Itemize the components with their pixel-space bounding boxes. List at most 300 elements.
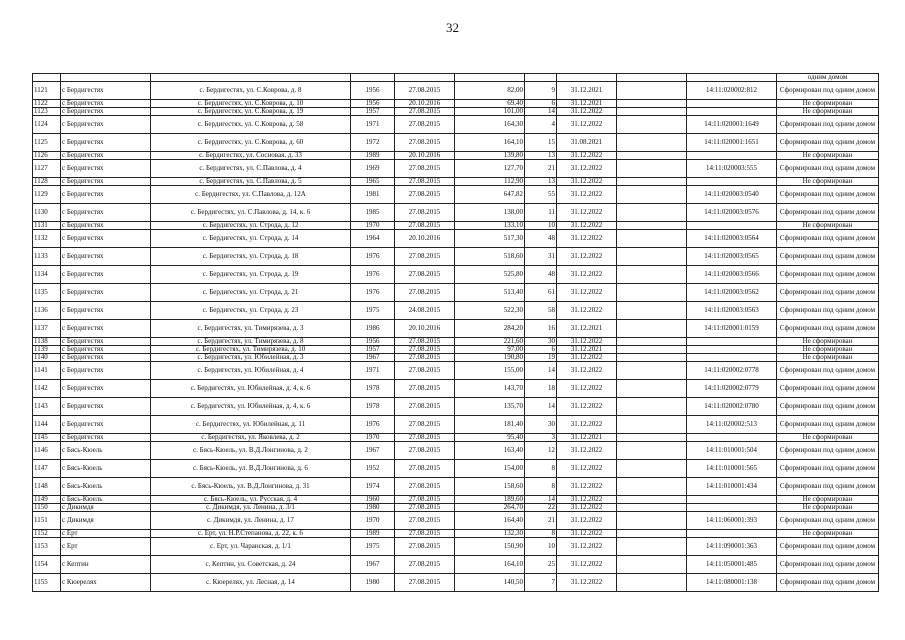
residents-cell: 16 bbox=[525, 319, 557, 337]
address-cell: с. Бердигестях, ул. Строда, д. 23 bbox=[151, 301, 351, 319]
residents-cell: 48 bbox=[525, 229, 557, 247]
housing-registry-table bbox=[32, 73, 879, 592]
address-cell: с. Бердигестях, ул. Тимирязева, д. 10 bbox=[151, 345, 351, 353]
residents-cell: 25 bbox=[525, 555, 557, 573]
blank-cell bbox=[617, 203, 687, 221]
cadastral-number-cell bbox=[687, 107, 777, 115]
date-cell: 27.08.2015 bbox=[395, 133, 455, 151]
cadastral-number-cell bbox=[687, 177, 777, 185]
row-number-cell: 1132 bbox=[33, 229, 61, 247]
blank-cell bbox=[617, 495, 687, 503]
date-cell: 27.08.2015 bbox=[395, 185, 455, 203]
area-cell: 139,80 bbox=[455, 151, 525, 159]
deadline-cell: 31.12.2022 bbox=[557, 573, 617, 591]
date-cell: 27.08.2015 bbox=[395, 177, 455, 185]
blank-cell bbox=[617, 99, 687, 107]
row-number-cell: 1131 bbox=[33, 221, 61, 229]
row-number-cell: 1126 bbox=[33, 151, 61, 159]
deadline-cell: 31.12.2022 bbox=[557, 415, 617, 433]
year-cell: 1976 bbox=[351, 415, 395, 433]
year-cell: 1956 bbox=[351, 99, 395, 107]
status-cell: одним домом bbox=[777, 74, 879, 82]
settlement-cell: с Бердигестях bbox=[61, 361, 151, 379]
settlement-cell: с Бердигестях bbox=[61, 353, 151, 361]
address-cell: с. Бясь-Кюель, ул. В.Д.Лонгинова, д. 31 bbox=[151, 477, 351, 495]
status-cell: Не сформирован bbox=[777, 503, 879, 511]
year-cell: 1952 bbox=[351, 459, 395, 477]
row-number-cell: 1153 bbox=[33, 537, 61, 555]
status-cell: Сформирован под одним домом bbox=[777, 573, 879, 591]
area-cell: 284,20 bbox=[455, 319, 525, 337]
settlement-cell: с Бердигестях bbox=[61, 397, 151, 415]
residents-cell: 18 bbox=[525, 379, 557, 397]
date-cell: 27.08.2015 bbox=[395, 337, 455, 345]
table-row bbox=[33, 301, 879, 319]
deadline-cell: 31.12.2022 bbox=[557, 529, 617, 537]
blank-cell bbox=[617, 397, 687, 415]
blank-cell bbox=[617, 81, 687, 99]
area-cell: 158,60 bbox=[455, 477, 525, 495]
cadastral-number-cell: 14:11:020003:0566 bbox=[687, 265, 777, 283]
residents-cell: 12 bbox=[525, 441, 557, 459]
year-cell: 1970 bbox=[351, 433, 395, 441]
area-cell: 127,70 bbox=[455, 159, 525, 177]
table-row bbox=[33, 379, 879, 397]
deadline-cell: 31.12.2022 bbox=[557, 151, 617, 159]
cadastral-number-cell: 14:11:080001:138 bbox=[687, 573, 777, 591]
row-number-cell: 1125 bbox=[33, 133, 61, 151]
residents-cell: 58 bbox=[525, 301, 557, 319]
table-row bbox=[33, 415, 879, 433]
status-cell: Сформирован под одним домом bbox=[777, 441, 879, 459]
area-cell: 163,40 bbox=[455, 441, 525, 459]
status-cell: Не сформирован bbox=[777, 337, 879, 345]
area-cell: 264,70 bbox=[455, 503, 525, 511]
settlement-cell: с Бердигестях bbox=[61, 247, 151, 265]
area-cell: 97,00 bbox=[455, 345, 525, 353]
year-cell: 1970 bbox=[351, 221, 395, 229]
residents-cell: 6 bbox=[525, 345, 557, 353]
residents-cell: 6 bbox=[525, 99, 557, 107]
blank-cell bbox=[617, 537, 687, 555]
deadline-cell: 31.12.2022 bbox=[557, 537, 617, 555]
address-cell: с. Бясь-Кюель, ул. В.Д.Лонгинова, д. 6 bbox=[151, 459, 351, 477]
date-cell: 27.08.2015 bbox=[395, 159, 455, 177]
row-number-cell: 1149 bbox=[33, 495, 61, 503]
row-number-cell: 1154 bbox=[33, 555, 61, 573]
table-row bbox=[33, 283, 879, 301]
date-cell: 20.10.2016 bbox=[395, 229, 455, 247]
year-cell: 1980 bbox=[351, 503, 395, 511]
blank-cell bbox=[617, 503, 687, 511]
table-row bbox=[33, 441, 879, 459]
table-row bbox=[33, 151, 879, 159]
settlement-cell: с Ерт bbox=[61, 529, 151, 537]
year-cell: 1976 bbox=[351, 247, 395, 265]
table-row bbox=[33, 265, 879, 283]
status-cell: Сформирован под одним домом bbox=[777, 361, 879, 379]
area-cell: 525,80 bbox=[455, 265, 525, 283]
deadline-cell: 31.12.2021 bbox=[557, 433, 617, 441]
table-row bbox=[33, 337, 879, 345]
year-cell: 1969 bbox=[351, 159, 395, 177]
deadline-cell: 31.12.2022 bbox=[557, 185, 617, 203]
date-cell: 27.08.2015 bbox=[395, 107, 455, 115]
table-row bbox=[33, 159, 879, 177]
blank-cell bbox=[617, 221, 687, 229]
year-cell: 1976 bbox=[351, 283, 395, 301]
address-cell: с. Бердигестях, ул. Сосновая, д. 33 bbox=[151, 151, 351, 159]
residents-cell: 14 bbox=[525, 397, 557, 415]
year-cell: 1967 bbox=[351, 555, 395, 573]
address-cell: с. Бердигестях, ул. Строда, д. 21 bbox=[151, 283, 351, 301]
status-cell: Сформирован под одним домом bbox=[777, 511, 879, 529]
date-cell: 27.08.2015 bbox=[395, 115, 455, 133]
row-number-cell: 1143 bbox=[33, 397, 61, 415]
deadline-cell: 31.12.2022 bbox=[557, 203, 617, 221]
row-number-cell: 1139 bbox=[33, 345, 61, 353]
address-cell: с. Бердигестях, ул. Яковлева, д. 2 bbox=[151, 433, 351, 441]
cadastral-number-cell bbox=[687, 433, 777, 441]
row-number-cell: 1133 bbox=[33, 247, 61, 265]
row-number-cell: 1150 bbox=[33, 503, 61, 511]
deadline-cell: 31.12.2022 bbox=[557, 353, 617, 361]
cadastral-number-cell: 14:11:020003:0563 bbox=[687, 301, 777, 319]
blank-cell bbox=[617, 337, 687, 345]
row-number-cell: 1144 bbox=[33, 415, 61, 433]
area-cell: 150,90 bbox=[455, 537, 525, 555]
deadline-cell: 31.12.2022 bbox=[557, 115, 617, 133]
status-cell: Не сформирован bbox=[777, 177, 879, 185]
settlement-cell: с Бердигестях bbox=[61, 99, 151, 107]
cadastral-number-cell bbox=[687, 337, 777, 345]
blank-cell bbox=[617, 361, 687, 379]
blank-cell bbox=[617, 433, 687, 441]
row-number-cell: 1138 bbox=[33, 337, 61, 345]
date-cell: 27.08.2015 bbox=[395, 433, 455, 441]
deadline-cell: 31.12.2022 bbox=[557, 503, 617, 511]
residents-cell: 48 bbox=[525, 265, 557, 283]
address-cell: с. Ерт, ул. Чаранская, д. 1/1 bbox=[151, 537, 351, 555]
table-row bbox=[33, 555, 879, 573]
settlement-cell: с Бердигестях bbox=[61, 265, 151, 283]
status-cell: Не сформирован bbox=[777, 345, 879, 353]
date-cell: 27.08.2015 bbox=[395, 477, 455, 495]
status-cell: Не сформирован bbox=[777, 107, 879, 115]
deadline-cell: 31.08.2021 bbox=[557, 133, 617, 151]
address-cell: с. Бердигестях, ул. С.Коврова, д. 60 bbox=[151, 133, 351, 151]
date-cell: 20.10.2016 bbox=[395, 319, 455, 337]
row-number-cell: 1134 bbox=[33, 265, 61, 283]
year-cell: 1974 bbox=[351, 477, 395, 495]
area-cell: 221,60 bbox=[455, 337, 525, 345]
deadline-cell: 31.12.2022 bbox=[557, 283, 617, 301]
date-cell: 24.08.2015 bbox=[395, 301, 455, 319]
table-row bbox=[33, 353, 879, 361]
status-cell: Сформирован под одним домом bbox=[777, 247, 879, 265]
year-cell: 1970 bbox=[351, 511, 395, 529]
table-row bbox=[33, 433, 879, 441]
year-cell: 1960 bbox=[351, 495, 395, 503]
address-cell: с. Бердигестях, ул. С.Коврова, д. 19 bbox=[151, 107, 351, 115]
deadline-cell: 31.12.2022 bbox=[557, 107, 617, 115]
settlement-cell: с Бердигестях bbox=[61, 221, 151, 229]
cadastral-number-cell: 14:11:090001:363 bbox=[687, 537, 777, 555]
table-row bbox=[33, 115, 879, 133]
address-cell: с. Бердигестях, ул. С.Павлова, д. 4 bbox=[151, 159, 351, 177]
year-cell: 1965 bbox=[351, 177, 395, 185]
status-cell: Не сформирован bbox=[777, 221, 879, 229]
deadline-cell: 31.12.2021 bbox=[557, 319, 617, 337]
deadline-cell: 31.12.2022 bbox=[557, 265, 617, 283]
settlement-cell: с Бердигестях bbox=[61, 433, 151, 441]
status-cell: Сформирован под одним домом bbox=[777, 459, 879, 477]
residents-cell: 30 bbox=[525, 415, 557, 433]
status-cell: Сформирован под одним домом bbox=[777, 283, 879, 301]
settlement-cell: с Бердигестях bbox=[61, 159, 151, 177]
area-cell: 190,80 bbox=[455, 353, 525, 361]
table-row bbox=[33, 537, 879, 555]
settlement-cell: с Дикимдя bbox=[61, 511, 151, 529]
blank-cell bbox=[617, 353, 687, 361]
deadline-cell: 31.12.2022 bbox=[557, 459, 617, 477]
table-row bbox=[33, 229, 879, 247]
date-cell: 27.08.2015 bbox=[395, 495, 455, 503]
blank-cell bbox=[617, 573, 687, 591]
blank-cell bbox=[617, 283, 687, 301]
status-cell: Сформирован под одним домом bbox=[777, 159, 879, 177]
table-row bbox=[33, 345, 879, 353]
date-cell: 27.08.2015 bbox=[395, 221, 455, 229]
residents-cell: 22 bbox=[525, 503, 557, 511]
row-number-cell: 1152 bbox=[33, 529, 61, 537]
address-cell: с. Бердигестях, ул. С.Павлова, д. 5 bbox=[151, 177, 351, 185]
settlement-cell: с Бердигестях bbox=[61, 337, 151, 345]
cadastral-number-cell: 14:11:010001:434 bbox=[687, 477, 777, 495]
row-number-cell: 1141 bbox=[33, 361, 61, 379]
table-row bbox=[33, 319, 879, 337]
year-cell: 1956 bbox=[351, 337, 395, 345]
status-cell: Сформирован под одним домом bbox=[777, 379, 879, 397]
cadastral-number-cell: 14:11:020003:555 bbox=[687, 159, 777, 177]
year-cell: 1964 bbox=[351, 229, 395, 247]
blank-cell bbox=[617, 379, 687, 397]
address-cell: с. Кюерелях, ул. Лесная, д. 14 bbox=[151, 573, 351, 591]
residents-cell: 10 bbox=[525, 537, 557, 555]
date-cell: 27.08.2015 bbox=[395, 397, 455, 415]
row-number-cell: 1130 bbox=[33, 203, 61, 221]
date-cell: 27.08.2015 bbox=[395, 353, 455, 361]
blank-cell bbox=[617, 107, 687, 115]
deadline-cell: 31.12.2022 bbox=[557, 301, 617, 319]
date-cell: 20.10.2016 bbox=[395, 151, 455, 159]
address-cell: с. Бердигестях, ул. Строда, д. 18 bbox=[151, 247, 351, 265]
settlement-cell: с Бердигестях bbox=[61, 283, 151, 301]
date-cell: 27.08.2015 bbox=[395, 459, 455, 477]
blank-cell bbox=[617, 185, 687, 203]
cadastral-number-cell bbox=[687, 529, 777, 537]
table-row bbox=[33, 459, 879, 477]
address-cell: с. Бердигестях, ул. С.Коврова, д. 58 bbox=[151, 115, 351, 133]
row-number-cell: 1135 bbox=[33, 283, 61, 301]
cadastral-number-cell: 14:11:020002:0779 bbox=[687, 379, 777, 397]
address-cell: с. Бердигестях, ул. С.Коврова, д. 10 bbox=[151, 99, 351, 107]
cadastral-number-cell: 14:11:020003:0565 bbox=[687, 247, 777, 265]
cadastral-number-cell: 14:11:020001:0159 bbox=[687, 319, 777, 337]
table-row bbox=[33, 247, 879, 265]
residents-cell: 8 bbox=[525, 459, 557, 477]
date-cell: 27.08.2015 bbox=[395, 265, 455, 283]
cadastral-number-cell: 14:11:020003:0564 bbox=[687, 229, 777, 247]
row-number-cell: 1127 bbox=[33, 159, 61, 177]
area-cell: 132,30 bbox=[455, 529, 525, 537]
address-cell: с. Бердигестях, ул. С.Павлова, д. 12А bbox=[151, 185, 351, 203]
year-cell: 1976 bbox=[351, 265, 395, 283]
blank-cell bbox=[617, 555, 687, 573]
row-number-cell: 1122 bbox=[33, 99, 61, 107]
row-number-cell: 1145 bbox=[33, 433, 61, 441]
settlement-cell: с Ерт bbox=[61, 537, 151, 555]
table-row bbox=[33, 529, 879, 537]
status-cell: Сформирован под одним домом bbox=[777, 203, 879, 221]
table-row bbox=[33, 177, 879, 185]
blank-cell bbox=[617, 177, 687, 185]
cadastral-number-cell: 14:11:020001:1651 bbox=[687, 133, 777, 151]
cadastral-number-cell: 14:11:050001:485 bbox=[687, 555, 777, 573]
deadline-cell: 31.12.2021 bbox=[557, 345, 617, 353]
residents-cell: 14 bbox=[525, 495, 557, 503]
blank-cell bbox=[617, 345, 687, 353]
area-cell: 155,00 bbox=[455, 361, 525, 379]
blank-cell bbox=[617, 247, 687, 265]
date-cell: 27.08.2015 bbox=[395, 247, 455, 265]
settlement-cell: с Бердигестях bbox=[61, 301, 151, 319]
address-cell: с. Бердигестях, ул. Юбилейная, д. 3 bbox=[151, 353, 351, 361]
year-cell: 1956 bbox=[351, 81, 395, 99]
year-cell: 1975 bbox=[351, 301, 395, 319]
cadastral-number-cell: 14:11:010001:504 bbox=[687, 441, 777, 459]
status-cell: Сформирован под одним домом bbox=[777, 397, 879, 415]
deadline-cell: 31.12.2022 bbox=[557, 229, 617, 247]
area-cell: 138,00 bbox=[455, 203, 525, 221]
blank-cell bbox=[617, 415, 687, 433]
settlement-cell: с Бердигестях bbox=[61, 345, 151, 353]
status-cell: Сформирован под одним домом bbox=[777, 115, 879, 133]
address-cell: с. Дикимдя, ул. Ленина, д. 3/1 bbox=[151, 503, 351, 511]
address-cell: с. Бердигестях, ул. Тимирязева, д. 8 bbox=[151, 337, 351, 345]
residents-cell: 55 bbox=[525, 185, 557, 203]
area-cell: 164,10 bbox=[455, 555, 525, 573]
cadastral-number-cell bbox=[687, 495, 777, 503]
area-cell: 82,00 bbox=[455, 81, 525, 99]
address-cell: с. Кептин, ул. Советская, д. 24 bbox=[151, 555, 351, 573]
year-cell: 1981 bbox=[351, 185, 395, 203]
settlement-cell: с Бясь-Кюель bbox=[61, 495, 151, 503]
date-cell: 27.08.2015 bbox=[395, 345, 455, 353]
settlement-cell: с Бердигестях bbox=[61, 115, 151, 133]
settlement-cell: с Бердигестях bbox=[61, 319, 151, 337]
status-cell: Сформирован под одним домом bbox=[777, 185, 879, 203]
settlement-cell: с Бердигестях bbox=[61, 203, 151, 221]
cadastral-number-cell bbox=[687, 345, 777, 353]
table-row bbox=[33, 503, 879, 511]
status-cell: Не сформирован bbox=[777, 99, 879, 107]
residents-cell: 8 bbox=[525, 529, 557, 537]
cadastral-number-cell bbox=[687, 353, 777, 361]
residents-cell: 21 bbox=[525, 159, 557, 177]
settlement-cell: с Дикимдя bbox=[61, 503, 151, 511]
residents-cell: 7 bbox=[525, 573, 557, 591]
deadline-cell: 31.12.2022 bbox=[557, 177, 617, 185]
cadastral-number-cell bbox=[687, 503, 777, 511]
residents-cell: 11 bbox=[525, 203, 557, 221]
area-cell: 112,90 bbox=[455, 177, 525, 185]
table-row bbox=[33, 221, 879, 229]
date-cell: 27.08.2015 bbox=[395, 537, 455, 555]
status-cell: Сформирован под одним домом bbox=[777, 415, 879, 433]
status-cell: Сформирован под одним домом bbox=[777, 537, 879, 555]
date-cell: 27.08.2015 bbox=[395, 555, 455, 573]
blank-cell bbox=[617, 477, 687, 495]
status-cell: Сформирован под одним домом bbox=[777, 319, 879, 337]
address-cell: с. Бердигестях, ул. Строда, д. 12 bbox=[151, 221, 351, 229]
row-number-cell: 1148 bbox=[33, 477, 61, 495]
settlement-cell: с Бердигестях bbox=[61, 177, 151, 185]
cadastral-number-cell: 14:11:010001:565 bbox=[687, 459, 777, 477]
settlement-cell: с Кептин bbox=[61, 555, 151, 573]
settlement-cell: с Бердигестях bbox=[61, 151, 151, 159]
blank-cell bbox=[617, 115, 687, 133]
row-number-cell: 1129 bbox=[33, 185, 61, 203]
date-cell: 27.08.2015 bbox=[395, 203, 455, 221]
table-row bbox=[33, 74, 879, 82]
area-cell: 69,40 bbox=[455, 99, 525, 107]
date-cell: 27.08.2015 bbox=[395, 361, 455, 379]
deadline-cell: 31.12.2022 bbox=[557, 495, 617, 503]
status-cell: Не сформирован bbox=[777, 529, 879, 537]
cadastral-number-cell bbox=[687, 99, 777, 107]
year-cell: 1967 bbox=[351, 441, 395, 459]
table-row bbox=[33, 573, 879, 591]
area-cell: 140,50 bbox=[455, 573, 525, 591]
table-row bbox=[33, 203, 879, 221]
address-cell: с. Бердигестях, ул. Тимирязева, д. 3 bbox=[151, 319, 351, 337]
table-row bbox=[33, 361, 879, 379]
area-cell: 154,00 bbox=[455, 459, 525, 477]
status-cell: Сформирован под одним домом bbox=[777, 133, 879, 151]
area-cell: 513,40 bbox=[455, 283, 525, 301]
settlement-cell: с Бясь-Кюель bbox=[61, 441, 151, 459]
residents-cell: 14 bbox=[525, 107, 557, 115]
deadline-cell: 31.12.2021 bbox=[557, 99, 617, 107]
date-cell: 20.10.2016 bbox=[395, 99, 455, 107]
row-number-cell: 1137 bbox=[33, 319, 61, 337]
residents-cell: 13 bbox=[525, 151, 557, 159]
address-cell: с. Бердигестях, ул. С.Павлова, д. 14, к. 6 bbox=[151, 203, 351, 221]
address-cell: с. Бердигестях, ул. С.Коврова, д. 8 bbox=[151, 81, 351, 99]
row-number-cell: 1124 bbox=[33, 115, 61, 133]
address-cell: с. Бердигестях, ул. Юбилейная, д. 11 bbox=[151, 415, 351, 433]
blank-cell bbox=[617, 441, 687, 459]
deadline-cell: 31.12.2022 bbox=[557, 221, 617, 229]
row-number-cell: 1136 bbox=[33, 301, 61, 319]
cadastral-number-cell: 14:11:020002:0780 bbox=[687, 397, 777, 415]
date-cell: 27.08.2015 bbox=[395, 415, 455, 433]
address-cell: с. Бясь-Кюель, ул. В.Д.Лонгинова, д. 2 bbox=[151, 441, 351, 459]
deadline-cell: 31.12.2022 bbox=[557, 159, 617, 177]
table-row bbox=[33, 397, 879, 415]
status-cell: Сформирован под одним домом bbox=[777, 301, 879, 319]
